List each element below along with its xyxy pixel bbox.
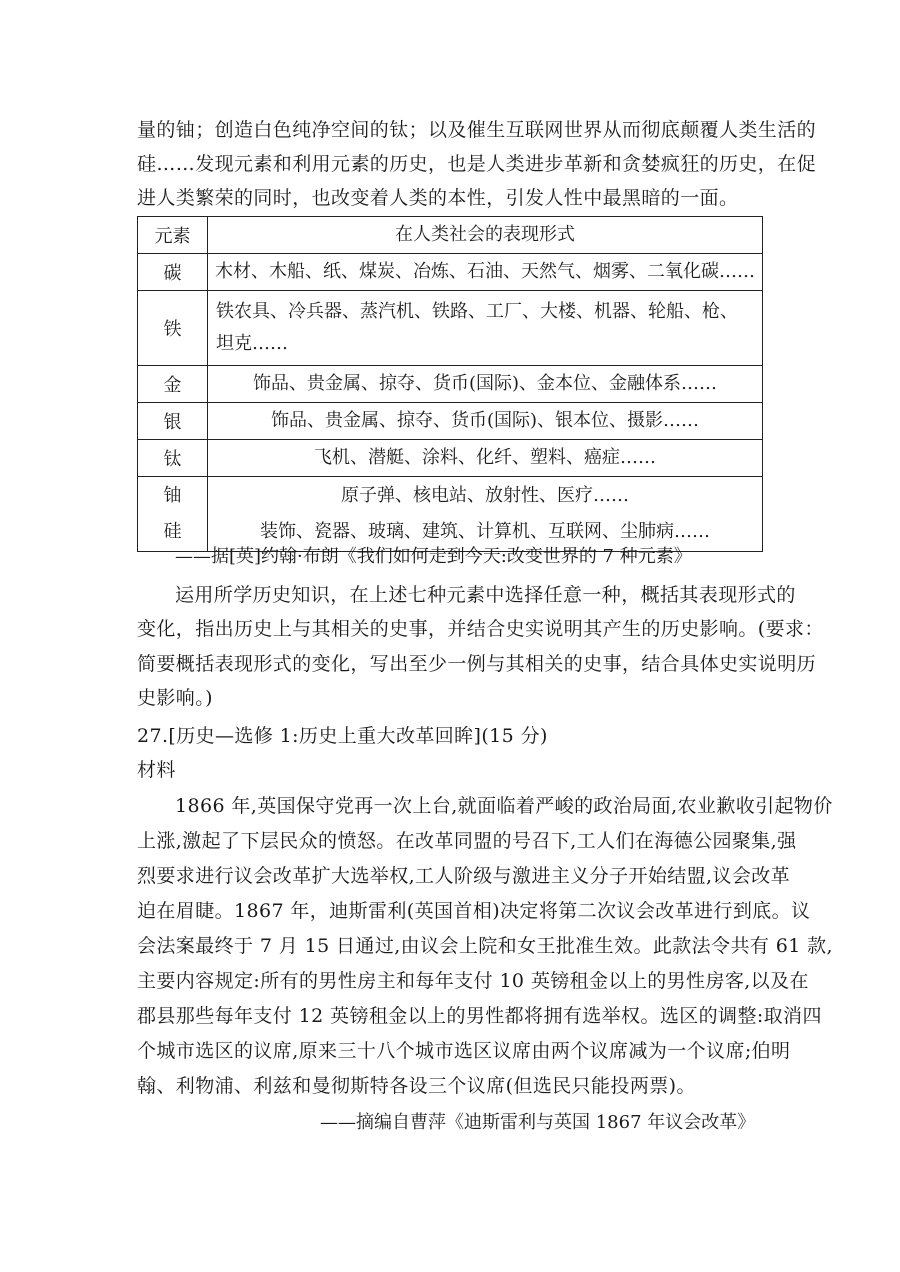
intro-line-3: 进人类繁荣的同时，也改变着人类的本性，引发人性中最黑暗的一面。 [137, 187, 739, 209]
intro-line-2: 硅……发现元素和利用元素的历史，也是人类进步革新和贪婪疯狂的历史，在促 [137, 153, 817, 175]
element-silicon: 硅 [163, 521, 182, 542]
forms-cell: 飞机、潜艇、涂料、化纤、塑料、癌症…… [208, 440, 763, 477]
forms-cell-pair [208, 477, 763, 552]
table-header-row [138, 217, 763, 254]
forms-cell: 铁农具、冷兵器、蒸汽机、铁路、工厂、大楼、机器、轮船、枪、坦克…… [208, 291, 763, 366]
table-row [138, 291, 763, 366]
source-citation-1: ——据[英]约翰·布朗《我们如何走到今天:改变世界的 7 种元素》 [175, 546, 692, 567]
forms-cell: 饰品、贵金属、掠夺、货币(国际)、金本位、金融体系…… [208, 366, 763, 403]
element-cell: 铁 [138, 291, 208, 366]
element-cell: 银 [138, 403, 208, 440]
element-uranium: 铀 [163, 485, 182, 506]
material-label: 材料 [137, 759, 176, 781]
material-line-7: 郡县那些每年支付 12 英镑租金以上的男性都将拥有选举权。选区的调整:取消四 [137, 1005, 822, 1027]
element-cell: 碳 [138, 254, 208, 291]
element-cell-pair [138, 477, 208, 552]
material-line-5: 会法案最终于 7 月 15 日通过,由议会上院和女王批准生效。此款法令共有 61 款, [137, 935, 833, 957]
header-forms: 在人类社会的表现形式 [208, 217, 763, 254]
table-row [138, 254, 763, 291]
question-26-line-3: 简要概括表现形式的变化，写出至少一例与其相关的史事，结合具体史实说明历 [137, 653, 817, 675]
material-line-3: 烈要求进行议会改革扩大选举权,工人阶级与激进主义分子开始结盟,议会改革 [137, 865, 791, 887]
material-line-8: 个城市选区的议席,原来三十八个城市选区议席由两个议席减为一个议席;伯明 [137, 1040, 791, 1062]
material-line-1: 1866 年,英国保守党再一次上台,就面临着严峻的政治局面,农业歉收引起物价 [175, 795, 833, 817]
table-row [138, 477, 763, 552]
element-cell: 钛 [138, 440, 208, 477]
elements-table [137, 216, 763, 552]
intro-line-1: 量的铀；创造白色纯净空间的钛；以及催生互联网世界从而彻底颠覆人类生活的 [137, 119, 817, 141]
table-row [138, 366, 763, 403]
source-citation-2: ——摘编自曹萍《迪斯雷利与英国 1867 年议会改革》 [320, 1112, 756, 1133]
question-26-line-2: 变化，指出历史上与其相关的史事，并结合史实说明其产生的历史影响。(要求： [137, 618, 824, 640]
material-line-6: 主要内容规定:所有的男性房主和每年支付 10 英镑租金以上的男性房客,以及在 [137, 970, 809, 992]
forms-uranium: 原子弹、核电站、放射性、医疗…… [341, 485, 629, 506]
question-27-title: 27.[历史—选修 1:历史上重大改革回眸](15 分) [137, 725, 548, 747]
forms-cell: 饰品、贵金属、掠夺、货币(国际)、银本位、摄影…… [208, 403, 763, 440]
material-line-2: 上涨,激起了下层民众的愤怒。在改革同盟的号召下,工人们在海德公园聚集,强 [137, 830, 797, 852]
table-row [138, 403, 763, 440]
question-26-line-1: 运用所学历史知识，在上述七种元素中选择任意一种，概括其表现形式的 [175, 584, 796, 606]
forms-silicon: 装饰、瓷器、玻璃、建筑、计算机、互联网、尘肺病…… [260, 521, 710, 542]
forms-cell: 木材、木船、纸、煤炭、冶炼、石油、天然气、烟雾、二氧化碳…… [208, 254, 763, 291]
question-26-line-4: 史影响。) [137, 687, 213, 709]
element-cell: 金 [138, 366, 208, 403]
material-line-4: 迫在眉睫。1867 年，迪斯雷利(英国首相)决定将第二次议会改革进行到底。议 [137, 900, 811, 922]
header-element: 元素 [138, 217, 208, 254]
table-row [138, 440, 763, 477]
material-line-9: 翰、利物浦、利兹和曼彻斯特各设三个议席(但选民只能投两票)。 [137, 1075, 696, 1097]
